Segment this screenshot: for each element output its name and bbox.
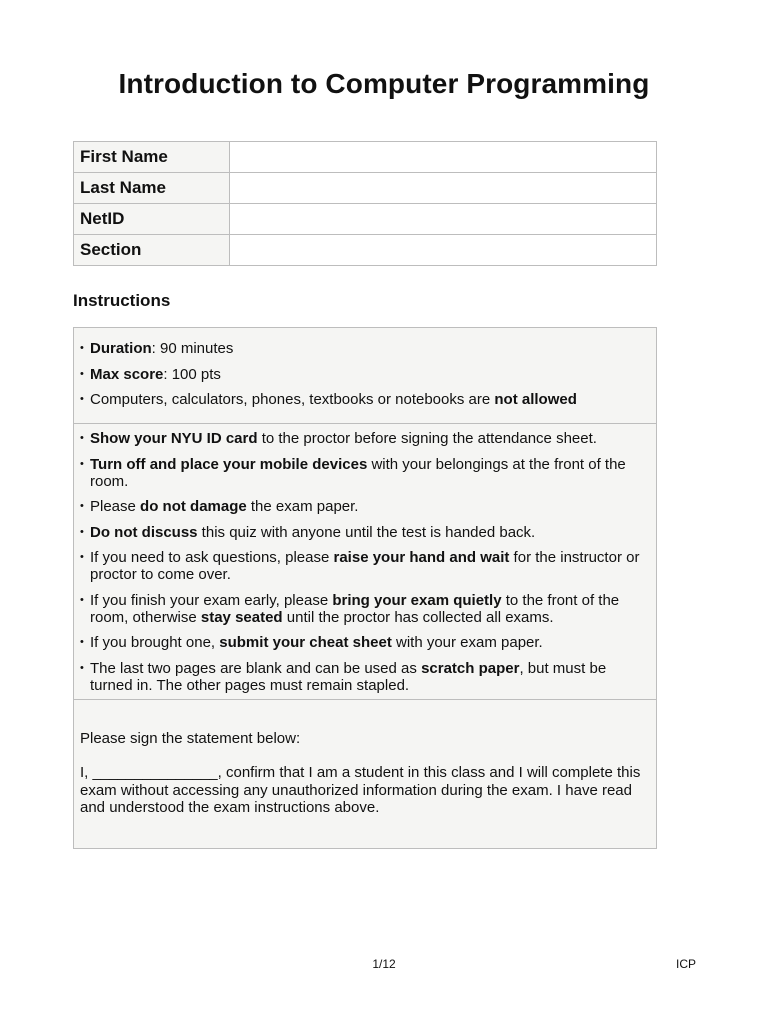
rule-item-scratch-paper: • The last two pages are blank and can be used as scratch paper, but must be turned in. The other pages must remain stapled. [80, 660, 648, 694]
first-name-row [74, 142, 657, 173]
rule-item-cheat-sheet: • If you brought one, submit your cheat sheet with your exam paper. [80, 634, 648, 651]
section-label: Section [74, 235, 230, 266]
student-info-table [73, 141, 657, 266]
netid-label: NetID [74, 204, 230, 235]
netid-field[interactable] [230, 204, 657, 235]
exam-info-item-allowed: • Computers, calculators, phones, textbooks or notebooks are not allowed [80, 391, 648, 408]
page-number: 1/12 [372, 957, 396, 971]
last-name-label: Last Name [74, 173, 230, 204]
rule-item-finish-early: • If you finish your exam early, please bring your exam quietly to the front of the room, otherwise stay seated until the proctor has collected all exams. [80, 592, 648, 626]
rules-block [74, 424, 656, 700]
instructions-box [73, 327, 657, 849]
exam-info-item-duration: • Duration: 90 minutes [80, 340, 648, 357]
rules-list [80, 430, 648, 694]
exam-info-item-max-score: • Max score: 100 pts [80, 366, 648, 383]
last-name-field[interactable] [230, 173, 657, 204]
course-tag: ICP [675, 957, 696, 971]
honor-statement: I, _______________, confirm that I am a student in this class and I will complete this exam without accessing any unauthorized information during the exam. I have read and understood the exam instructions above. [80, 764, 641, 816]
page-title: Introduction to Computer Programming [118, 68, 650, 99]
rule-item-discuss: • Do not discuss this quiz with anyone until the test is handed back. [80, 524, 648, 541]
netid-row [74, 204, 657, 235]
first-name-field[interactable] [230, 142, 657, 173]
exam-info-block [74, 328, 656, 424]
section-row [74, 235, 657, 266]
rule-item-damage: • Please do not damage the exam paper. [80, 498, 648, 515]
rule-item-questions: • If you need to ask questions, please raise your hand and wait for the instructor or proctor to come over. [80, 549, 648, 583]
first-name-label: First Name [74, 142, 230, 173]
last-name-row [74, 173, 657, 204]
instructions-heading: Instructions [73, 291, 171, 310]
section-field[interactable] [230, 235, 657, 266]
exam-info-list [80, 340, 648, 408]
sign-prompt: Please sign the statement below: [80, 730, 301, 747]
rule-item-id-card: • Show your NYU ID card to the proctor before signing the attendance sheet. [80, 430, 648, 447]
rule-item-devices: • Turn off and place your mobile devices with your belongings at the front of the room. [80, 456, 648, 490]
statement-block [74, 700, 656, 848]
